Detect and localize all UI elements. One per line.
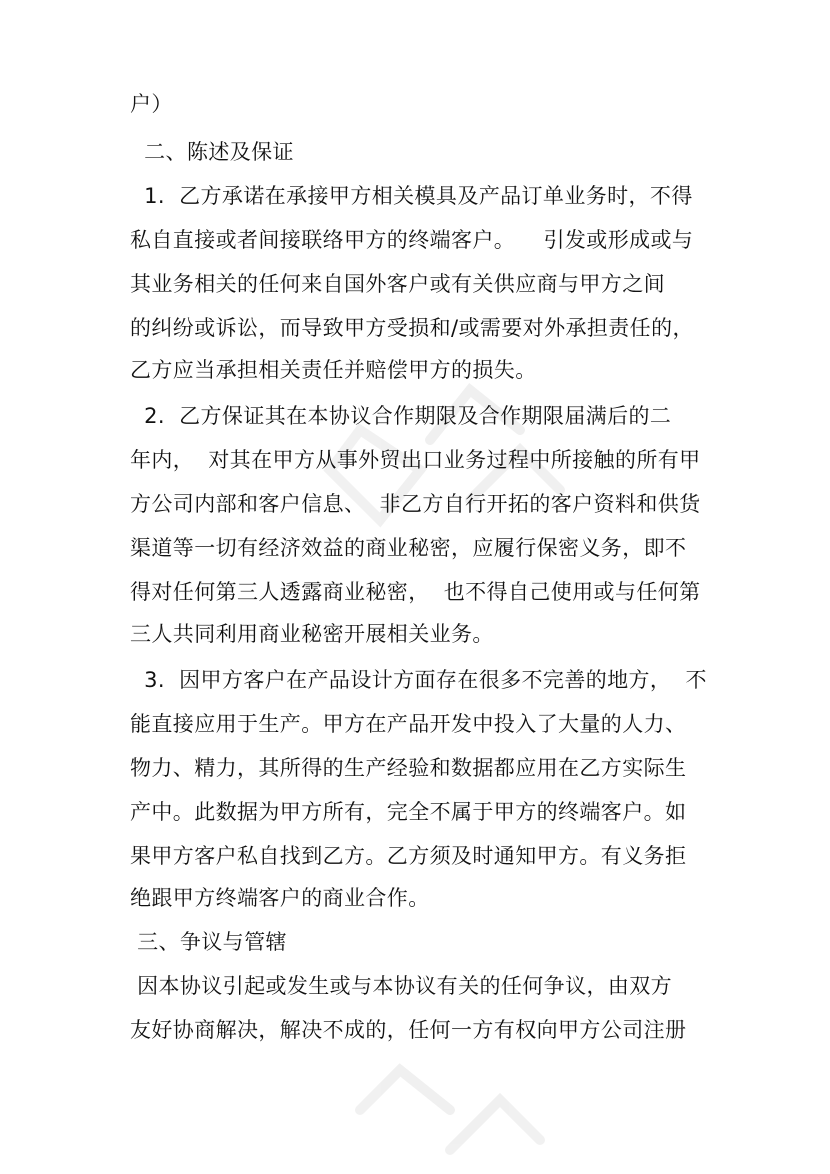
text-line: 私自直接或者间接联络甲方的终端客户。 引发或形成或与 <box>130 228 694 252</box>
text-line: 户） <box>130 92 173 116</box>
text-line: 渠道等一切有经济效益的商业秘密，应履行保密义务，即不 <box>130 536 687 560</box>
section-heading: 二、陈述及保证 <box>130 140 294 164</box>
text-line: 友好协商解决，解决不成的，任何一方有权向甲方公司注册 <box>130 1018 687 1042</box>
clause-3-line: 3. 因甲方客户在产品设计方面存在很多不完善的地方， 不 <box>130 668 707 692</box>
text-line: 年内， 对其在甲方从事外贸出口业务过程中所接触的所有甲 <box>130 448 701 472</box>
text-line: 绝跟甲方终端客户的商业合作。 <box>130 886 430 910</box>
clause-2-line: 2. 乙方保证其在本协议合作期限及合作期限届满后的二 <box>130 404 672 428</box>
text-line: 三人共同利用商业秘密开展相关业务。 <box>130 622 494 646</box>
clause-1-line: 1. 乙方承诺在承接甲方相关模具及产品订单业务时，不得 <box>130 184 693 208</box>
section-heading: 三、争议与管辖 <box>130 930 287 954</box>
text-line: 物力、精力，其所得的生产经验和数据都应用在乙方实际生 <box>130 756 687 780</box>
text-line: 方公司内部和客户信息、 非乙方自行开拓的客户资料和供货 <box>130 492 701 516</box>
text-line: 果甲方客户私自找到乙方。乙方须及时通知甲方。有义务拒 <box>130 844 687 868</box>
text-line: 产中。此数据为甲方所有，完全不属于甲方的终端客户。如 <box>130 800 687 824</box>
text-line: 的纠纷或诉讼，而导致甲方受损和/或需要对外承担责任的， <box>130 316 694 340</box>
text-line: 能直接应用于生产。甲方在产品开发中投入了大量的人力、 <box>130 712 687 736</box>
text-line: 因本协议引起或发生或与本协议有关的任何争议，由双方 <box>130 974 673 998</box>
text-line: 乙方应当承担相关责任并赔偿甲方的损失。 <box>130 358 537 382</box>
text-line: 其业务相关的任何来自国外客户或有关供应商与甲方之间 <box>130 272 665 296</box>
text-line: 得对任何第三人透露商业秘密， 也不得自己使用或与任何第 <box>130 580 701 604</box>
